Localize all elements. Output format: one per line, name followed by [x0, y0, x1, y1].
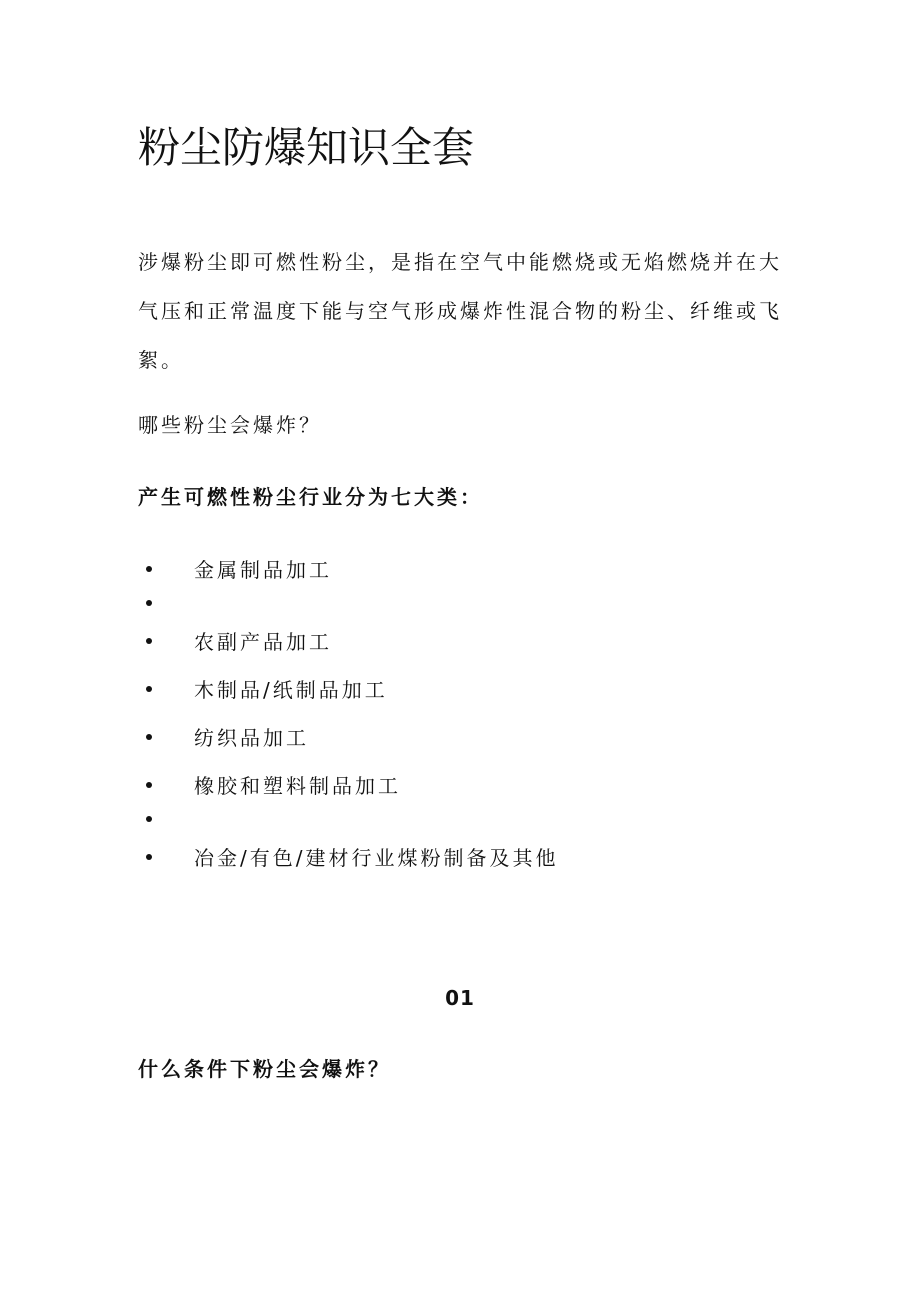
list-item-text: 冶金/有色/建材行业煤粉制备及其他 [194, 846, 559, 870]
bullet-icon [146, 638, 152, 644]
list-item [0, 590, 700, 620]
bullet-icon [146, 854, 152, 860]
bullet-icon [146, 734, 152, 740]
question-text: 哪些粉尘会爆炸？ [138, 413, 322, 437]
industries-heading: 产生可燃性粉尘行业分为七大类： [138, 485, 483, 509]
list-item-text: 木制品/纸制品加工 [194, 678, 388, 702]
bullet-icon [146, 816, 152, 822]
bullet-icon [146, 566, 152, 572]
bullet-icon [146, 782, 152, 788]
list-item [0, 806, 700, 836]
bullet-icon [146, 686, 152, 692]
section-number: 01 [445, 986, 475, 1010]
section-heading: 什么条件下粉尘会爆炸？ [138, 1057, 391, 1081]
list-item [0, 676, 700, 706]
bullet-icon [146, 600, 152, 606]
list-item-text: 金属制品加工 [194, 558, 332, 582]
list-item [0, 772, 700, 802]
list-item-text: 纺织品加工 [194, 726, 309, 750]
list-item [0, 844, 700, 874]
intro-paragraph: 涉爆粉尘即可燃性粉尘，是指在空气中能燃烧或无焰燃烧并在大气压和正常温度下能与空气形成爆炸性混合物的粉尘、纤维或飞絮。 [138, 250, 782, 372]
list-item [0, 724, 700, 754]
list-item-text: 橡胶和塑料制品加工 [194, 774, 401, 798]
list-item [0, 556, 700, 586]
page-title: 粉尘防爆知识全套 [138, 123, 475, 172]
list-item-text: 农副产品加工 [194, 630, 332, 654]
list-item [0, 628, 700, 658]
